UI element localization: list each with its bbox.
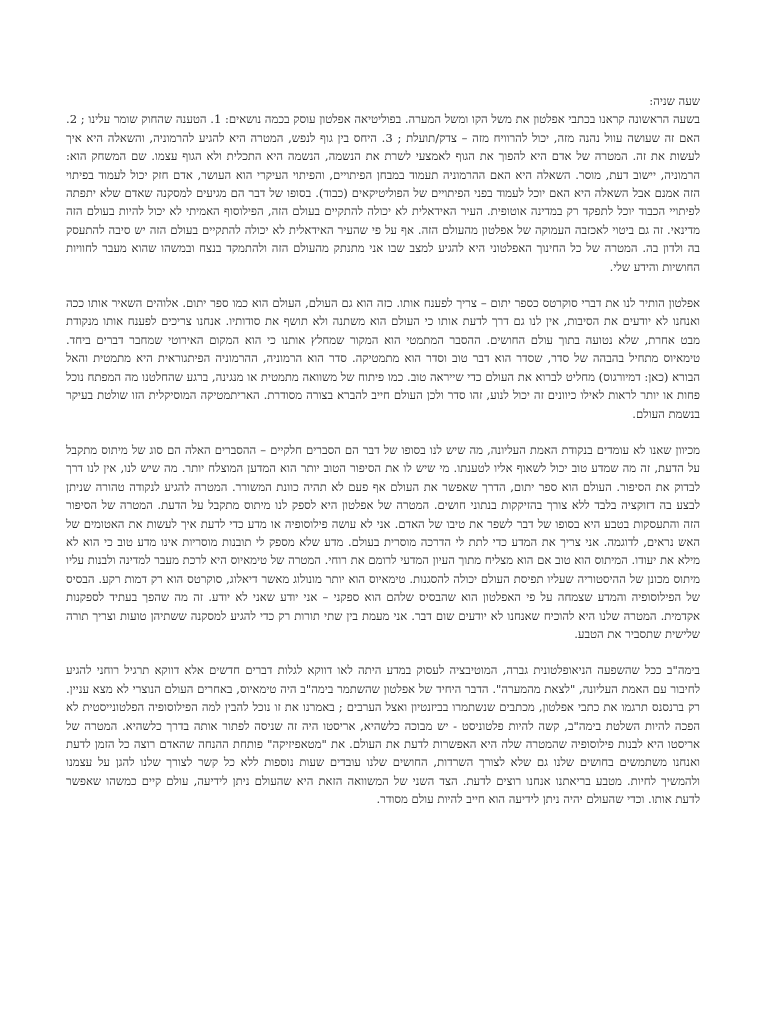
section-heading: שעה שניה: xyxy=(649,94,700,108)
paragraph-plato-republic: בשעה הראשונה קראנו בכתבי אפלטון את משל הקו ומשל המערה. בפוליטיאה אפלטון עוסק בכמה נושאים: 1. הטענה שהחוק שומר עלינו ; 2. האם זה שעושה עוול נהנה מזה, יכול להרוויח מזה – צדק/תועלת ; 3. היחס בין גוף לנפש, המטרה היא להגיע להרמוניה, והשאלה היא איך לעשות את זה. המטרה של אדם היא להפוך את הגוף לאמצעי לשרת את הנשמה, הנשמה היא התכלית ולא הגוף עצמו. שם המשחק הוא: הרמוניה, יישוב דעת, מוסר. השאלה היא האם ההרמוניה תעמוד במבחן הפיתויים, והפיתוי העיקרי הוא העושר, אדם חזק יכול לעמוד בפיתוי הזה אמנם אבל השאלה היא האם יוכל לעמוד בפני הפיתויים של הפוליטיקאים (כבוד). בסופו של דבר הם מגיעים למסקנה שאדם שלא יתפתה לפיתויי הכבוד יוכל לתפקד רק במדינה אוטופית. העיר האידאלית לא יכולה להתקיים בעולם הזה, הפילוסוף האמיתי לא יכול להיות בעולם הזה מדינאי. זה גם ביטוי לאכזבה העמוקה של אפלטון מהעולם הזה. אף על פי שהעיר האידאלית לא יכולה להתקיים בעולם הזה יש סיבה להתעסק בה ולדון בה. המטרה של כל החינוך האפלטוני היא להגיע למצב שבו אני מתנתק מהעולם הזה ולהתמקד בנצח ובמשהו שהוא מעבר לחוויות החושיות והידע שלי. xyxy=(66,112,700,274)
paragraph-plausible-myth: מכיוון שאנו לא עומדים בנקודת האמת העליונה, מה שיש לנו בסופו של דבר הם הסברים חלקיים – ההסברים האלה הם סוג של מיתוס מתקבל על הדעת, זה מה שמדע טוב יכול לשאוף אליו לטענתו. מי שיש לו את הסיפור הטוב יותר הוא המדען המוצלח יותר. מה שיש לנו, אין לנו דרך לבדוק את הסיפור. העולם הוא ספר יתום, הדרך שאפשר את העולם אף פעם לא תהיה כוונת המשורר. המטרה להגיע לנקודה טהורה שניתן לבצע בה דזוקציה בלבד ללא צורך בהזיקקות בנתוני חושים. המטרה של אפלטון היא לספק לנו מיתוס מתקבל על הדעת. המטרה של הסיפור הזה והתעסקות בטבע היא בסופו של דבר לשפר את טיבו של האדם. אני לא עושה פילוסופיה או מדע כדי לדעת איך לעשות את האטומים של האש נראים, לדוגמה. אני צריך את המדע כדי לתת לי הדרכה מוסרית בעולם. מדע שלא מספק לי תובנות מוסריות אינו מדע טוב כי הוא לא מילא את יעודו. המיתוס הוא טוב אם הוא מצליח מתוך העיון המדעי לרומם את רוחי. המטרה של טימאיוס היא לרכת מעבר למדינה ולבנות עליו מיתוס מכונן של ההיסטוריה שעליו תפיסת העולם יכולה להסגנות. טימאיוס הוא יותר מונולוג מאשר דיאלוג, סוקרטס הוא רק דמות רקע. הבסיס של הפילוסופיה והמדע שצמחה על פי האפלטון הוא שהבסיס שלהם הוא ספקני – אני יודע שאני לא יודע. זה מה שהפך בעתיד לספקנות אקדמית. המטרה שלנו היא להוכיח שאנחנו לא יודעים שום דבר. אני מעמת בין שתי תורות רק כדי להגיע למסקנה ששתיהן טועות וצריך תורה שלישית שתסביר את הטבע. xyxy=(66,442,700,641)
paragraph-orphan-book: אפלטון הותיר לנו את דברי סוקרטס כספר יתום – צריך לפענח אותו. כזה הוא גם העולם, העולם הוא כמו ספר יתום. אלוהים השאיר אותו ככה ואנחנו לא יודעים את הסיבות, אין לנו גם דרך לדעת אותו כי העולם הוא משתנה ולא תושף את סודותיו. אנחנו צריכים לפענח אותו מנקודת מבט אחרת, שלא נטועה בתוך עולם החושים. ההסבר המתמטי הוא המקור שמחלץ אותנו כי הוא המקום האירוטי שמחבר דברים ביחד. טימאיוס מתחיל בהבהה של סדר, שסדר הוא דבר טוב וסדר הוא מתמטיקה. סדר הוא הרמוניה, ההרמוניה הפיתגוראית היא מתמטית והאל הבורא (כאן: דמיורגוס) מחליט לברוא את העולם כדי שייראה טוב. כמו פיתוח של משוואה מתמטית או מנגינה, ברגע שהחלטנו מה המפתח נוכל פחות או יותר לראות לאילו כיוונים זה יכול לנוע, זהו סדר ולכן העולם חייב להברא בצורה מסודרת. האריתמטיקה המוסיקלית הזו שולטת בעיקר בנשמת העולם. xyxy=(66,296,700,421)
paragraph-middle-ages-aristotle: בימה"ב ככל שהשפעה הניאופלטונית גברה, המוטיבציה לעסוק במדע היתה לאו דווקא לגלות דברים חדשים אלא דווקא תרגיל רוחני להגיע לחיבור עם האמת העליונה, "לצאת מהמערה". הדבר היחיד של אפלטון שהשתמר בימה"ב היה טימאיוס, באחרים העולם הנוצרי לא מצא עניין. רק ברנסנס תרגמו את כתבי אפלטון, מכתבים שנשתמרו בביזנטיון ואצל הערבים ; באמרנו את זו נוכל להבין למה הפילוסופיה הפלטונייסטית לא הפכה להיות השלטת בימה"ב, קשה להיות פלטוניסט - יש מבוכה כלשהיא, אריסטו היה זה שניסה לפתור אותה בדרך כלשהיא. המטרה של אריסטו היא לבנות פילוסופיה שהמטרה שלה היא האפשרות לדעת את העולם. את "מטאפיזיקה" פותחת ההנחה שהאדם רוצה כל הזמן לדעת ואנחנו משתמשים בחושים שלנו גם שלא לצורך השרדות, החושים שלנו עובדים שעות נוספות ללא כל קשר לצורך שלנו להגן על עצמנו ולהמשיך לחיות. מטבע בריאתנו אנחנו רוצים לדעת. הצד השני של המשוואה הזאת היא שהעולם ניתן לידיעה, עולם קיים כמשהו שאפשר לדעת אותו. וכדי שהעולם יהיה ניתן לידיעה הוא חייב להיות עולם מסודר. xyxy=(66,663,700,807)
document-page xyxy=(66,92,700,809)
